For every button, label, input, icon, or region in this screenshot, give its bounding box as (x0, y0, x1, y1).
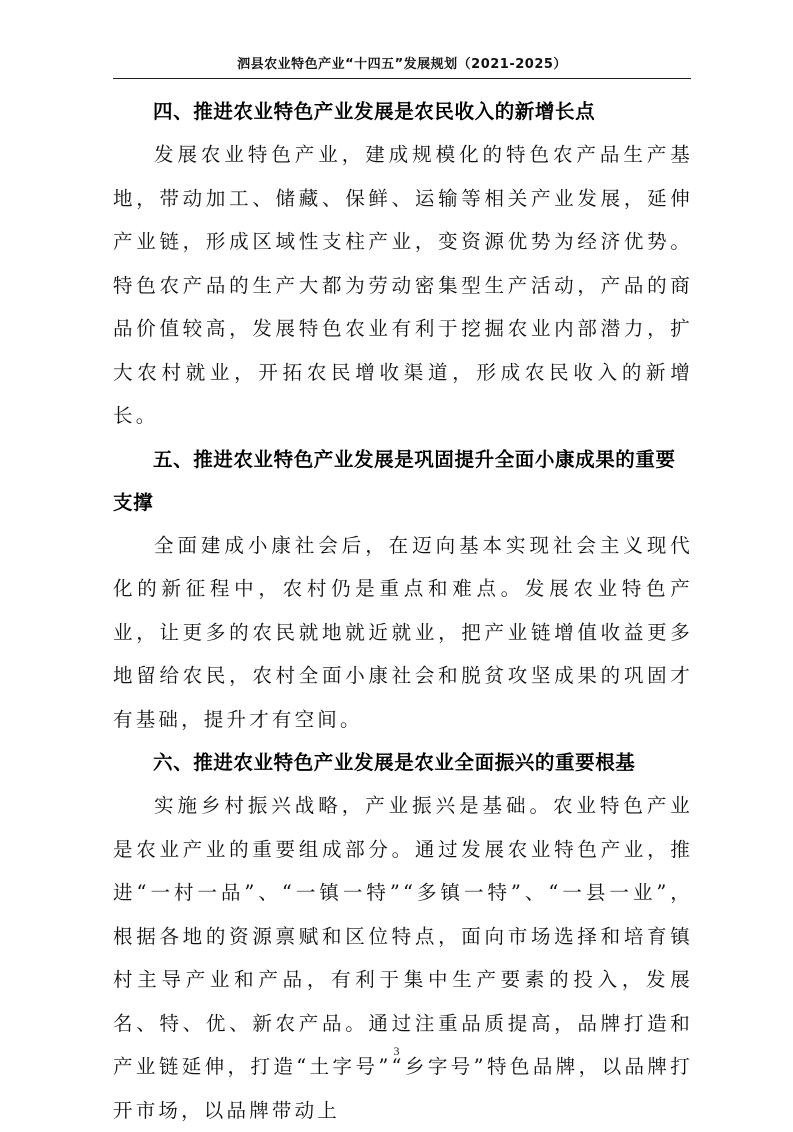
section-heading-4: 四、推进农业特色产业发展是农民收入的新增长点 (153, 100, 596, 123)
section-heading-6: 六、推进农业特色产业发展是农业全面振兴的重要根基 (153, 751, 636, 774)
section-paragraph-5: 全面建成小康社会后，在迈向基本实现社会主义现代化的新征程中，农村仍是重点和难点。发展农业特色产业，让更多的农民就地就近就业，把产业链增值收益更多地留给农民，农村全面小康社会和脱贫攻坚成果的巩固才有基础，提升才有空间。 (113, 533, 693, 731)
section-paragraph-6: 实施乡村振兴战略，产业振兴是基础。农业特色产业是农业产业的重要组成部分。通过发展农业特色产业，推进“一村一品”、“一镇一特”“多镇一特”、“一县一业”，根据各地的资源禀赋和区位特点，面向市场选择和培育镇村主导产业和产品，有利于集中生产要素的投入，发展名、特、优、新农产品。通过注重品质提高，品牌打造和产业链延伸，打造“土字号”“乡字号”特色品牌，以品牌打开市场，以品牌带动上 (113, 794, 693, 1122)
section-heading-5: 五、推进农业特色产业发展是巩固提升全面小康成果的重要支撑 (113, 447, 676, 514)
page-number: 3 (393, 1044, 400, 1058)
page-content (113, 90, 693, 1132)
section-paragraph-4: 发展农业特色产业，建成规模化的特色农产品生产基地，带动加工、储藏、保鲜、运输等相关产业发展，延伸产业链，形成区域性支柱产业，变资源优势为经济优势。特色农产品的生产大都为劳动密集型生产活动，产品的商品价值较高，发展特色农业有利于挖掘农业内部潜力，扩大农村就业，开拓农民增收渠道，形成农民收入的新增长。 (113, 143, 693, 427)
header-rule (113, 78, 691, 79)
running-header: 泗县农业特色产业“十四五”发展规划（2021-2025） (237, 57, 567, 72)
